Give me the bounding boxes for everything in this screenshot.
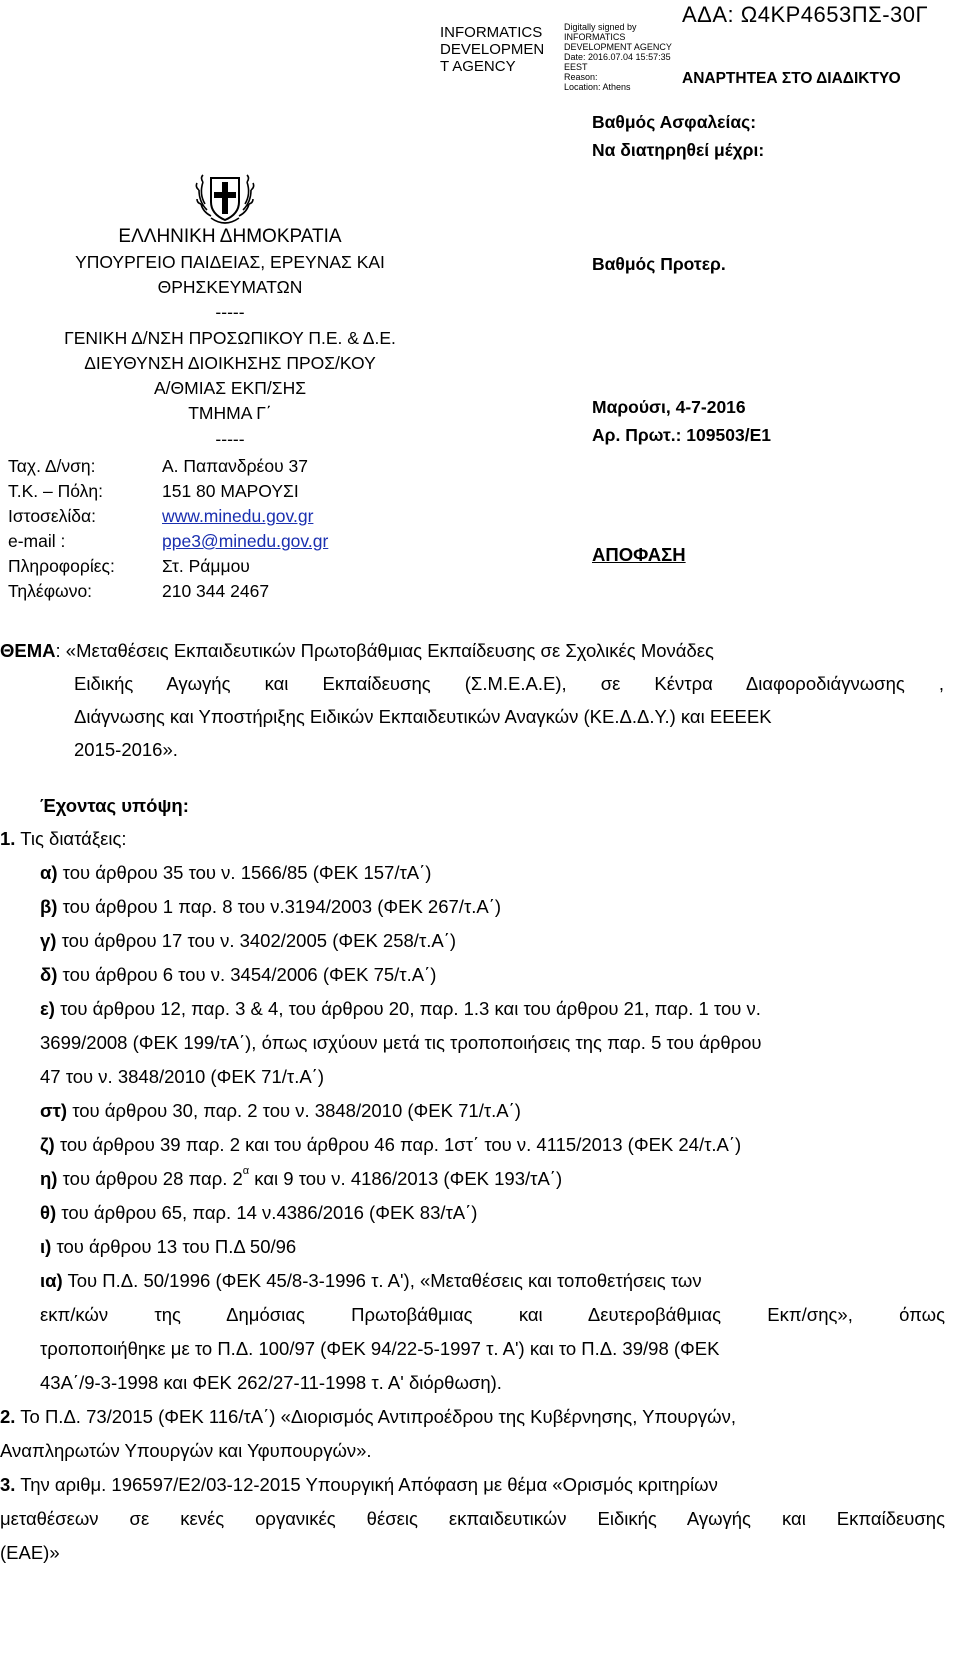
ada-code: ΑΔΑ: Ω4ΚΡ4653ΠΣ-30Γ — [682, 2, 929, 27]
provision-i: η) του άρθρου 28 παρ. $2^\alpha$ και 9 του ν. 4186/2013 (ΦΕΚ 193/τΑ΄) — [40, 1165, 563, 1189]
subject-line-3: Διάγνωσης και Υποστήριξης Ειδικών Εκπαιδευτικών Αναγκών (ΚΕ.Δ.Δ.Υ.) και ΕΕΕΕΚ — [74, 706, 772, 727]
security-level: Βαθμός Ασφαλείας: — [592, 112, 757, 132]
considering-heading: Έχοντας υπόψη: — [40, 795, 189, 816]
address-value: Α. Παπανδρέου 37 — [162, 456, 308, 476]
signature-organization: INFORMATICS DEVELOPMEN T AGENCY — [440, 24, 545, 75]
city-value: 151 80 ΜΑΡΟΥΣΙ — [162, 481, 299, 501]
provision-io: ι) του άρθρου 13 του Π.Δ 50/96 — [40, 1236, 297, 1257]
item-3-line-1: 3. Την αριθμ. 196597/Ε2/03-12-2015 Υπουργική Απόφαση με θέμα «Ορισμός κριτηρίων — [0, 1474, 718, 1495]
header-department: ΤΜΗΜΑ Γ΄ — [188, 403, 272, 423]
subject-line-2: Ειδικής Αγωγής και Εκπαίδευσης (Σ.Μ.Ε.Α.Ε), σε Κέντρα Διαφοροδιάγνωσης , — [74, 673, 944, 694]
priority-level: Βαθμός Προτερ. — [592, 254, 726, 274]
website-label: Ιστοσελίδα: — [8, 506, 97, 526]
provision-d: δ) του άρθρου 6 του ν. 3454/2006 (ΦΕΚ 75/τ.Α΄) — [40, 964, 437, 985]
header-directorate-cont: Α/ΘΜΙΑΣ ΕΚΠ/ΣΗΣ — [153, 378, 307, 398]
provision-ia-line-1: ια) Του Π.Δ. 50/1996 (ΦΕΚ 45/8-3-1996 τ. Α'), «Μεταθέσεις και τοποθετήσεις των — [40, 1270, 702, 1291]
provision-e-line-3: 47 του ν. 3848/2010 (ΦΕΚ 71/τ.Α΄) — [40, 1066, 324, 1087]
item-2-line-1: 2. Το Π.Δ. 73/2015 (ΦΕΚ 116/τΑ΄) «Διορισμός Αντιπροέδρου της Κυβέρνησης, Υπουργών, — [0, 1406, 736, 1427]
email-link[interactable]: ppe3@minedu.gov.gr — [162, 531, 329, 551]
email-label: e-mail : — [8, 531, 66, 551]
city-label: Τ.Κ. – Πόλη: — [8, 481, 104, 501]
item-1: 1. Τις διατάξεις: — [0, 828, 127, 849]
address-label: Ταχ. Δ/νση: — [8, 456, 96, 476]
item-3-line-3: (ΕΑΕ)» — [0, 1542, 60, 1563]
header-separator-2: ----- — [215, 429, 245, 449]
provision-ia-line-4: 43Α΄/9-3-1998 και ΦΕΚ 262/27-11-1998 τ. Α' διόρθωση). — [40, 1372, 502, 1393]
header-general-directorate: ΓΕΝΙΚΗ Δ/ΝΣΗ ΠΡΟΣΩΠΙΚΟΥ Π.Ε. & Δ.Ε. — [64, 328, 396, 348]
signature-details: Digitally signed by INFORMATICS DEVELOPMENT AGENCY Date: 2016.07.04 15:57:35 EEST Reason: Location: Athens — [564, 22, 672, 92]
provision-c: γ) του άρθρου 17 του ν. 3402/2005 (ΦΕΚ 258/τ.Α΄) — [40, 930, 457, 951]
subject-label: ΘΕΜΑ — [0, 640, 56, 661]
greek-emblem-icon — [195, 164, 255, 230]
subject-line-4: 2015-2016». — [74, 739, 178, 760]
provision-b: β) του άρθρου 1 παρ. 8 του ν.3194/2003 (ΦΕΚ 267/τ.Α΄) — [40, 896, 502, 917]
provision-ia-line-2: εκπ/κών της Δημόσιας Πρωτοβάθμιας και Δευτεροβάθμιας Εκπ/σης», όπως — [40, 1304, 945, 1325]
info-value: Στ. Ράμμου — [162, 556, 250, 576]
header-ministry-cont: ΘΡΗΣΚΕΥΜΑΤΩΝ — [157, 277, 303, 297]
phone-label: Τηλέφωνο: — [8, 581, 93, 601]
item-2-line-2: Αναπληρωτών Υπουργών και Υφυπουργών». — [0, 1440, 372, 1461]
posted-online-label: ΑΝΑΡΤΗΤΕΑ ΣΤΟ ΔΙΑΔΙΚΤΥΟ — [682, 70, 901, 87]
subject-line-1: ΘΕΜΑ: «Μεταθέσεις Εκπαιδευτικών Πρωτοβάθμιας Εκπαίδευσης σε Σχολικές Μονάδες — [0, 640, 714, 661]
protocol-number: Αρ. Πρωτ.: 109503/Ε1 — [592, 425, 771, 445]
retention-period: Να διατηρηθεί μέχρι: — [592, 140, 765, 160]
provision-e-line-2: 3699/2008 (ΦΕΚ 199/τΑ΄), όπως ισχύουν μετά τις τροποποιήσεις της παρ. 5 του άρθρου — [40, 1032, 762, 1053]
header-directorate: ΔΙΕΥΘΥΝΣΗ ΔΙΟΙΚΗΣΗΣ ΠΡΟΣ/ΚΟΥ — [84, 353, 376, 373]
provision-e-line-1: ε) του άρθρου 12, παρ. 3 & 4, του άρθρου 20, παρ. 1.3 και του άρθρου 21, παρ. 1 του ν. — [40, 998, 761, 1019]
provision-st: στ) του άρθρου 30, παρ. 2 του ν. 3848/2010 (ΦΕΚ 71/τ.Α΄) — [40, 1100, 521, 1121]
provision-ia-line-3: τροποποιήθηκε με το Π.Δ. 100/97 (ΦΕΚ 94/22-5-1997 τ. Α') και το Π.Δ. 39/98 (ΦΕΚ — [40, 1338, 720, 1359]
header-republic: ΕΛΛΗΝΙΚΗ ΔΗΜΟΚΡΑΤΙΑ — [118, 226, 342, 247]
decision-title: ΑΠΟΦΑΣΗ — [592, 544, 686, 565]
phone-value: 210 344 2467 — [162, 581, 270, 601]
header-separator: ----- — [215, 302, 245, 322]
website-link[interactable]: www.minedu.gov.gr — [162, 506, 314, 526]
provision-z: ζ) του άρθρου 39 παρ. 2 και του άρθρου 46 παρ. 1στ΄ του ν. 4115/2013 (ΦΕΚ 24/τ.Α΄) — [40, 1134, 742, 1155]
provision-th: θ) του άρθρου 65, παρ. 14 ν.4386/2016 (ΦΕΚ 83/τΑ΄) — [40, 1202, 478, 1223]
item-3-line-2: μεταθέσεων σε κενές οργανικές θέσεις εκπαιδευτικών Ειδικής Αγωγής και Εκπαίδευσης — [0, 1508, 945, 1529]
header-ministry: ΥΠΟΥΡΓΕΙΟ ΠΑΙΔΕΙΑΣ, ΕΡΕΥΝΑΣ ΚΑΙ — [75, 252, 385, 272]
provision-a: α) του άρθρου 35 του ν. 1566/85 (ΦΕΚ 157/τΑ΄) — [40, 862, 432, 883]
place-date: Μαρούσι, 4-7-2016 — [592, 397, 746, 417]
info-label: Πληροφορίες: — [8, 556, 115, 576]
